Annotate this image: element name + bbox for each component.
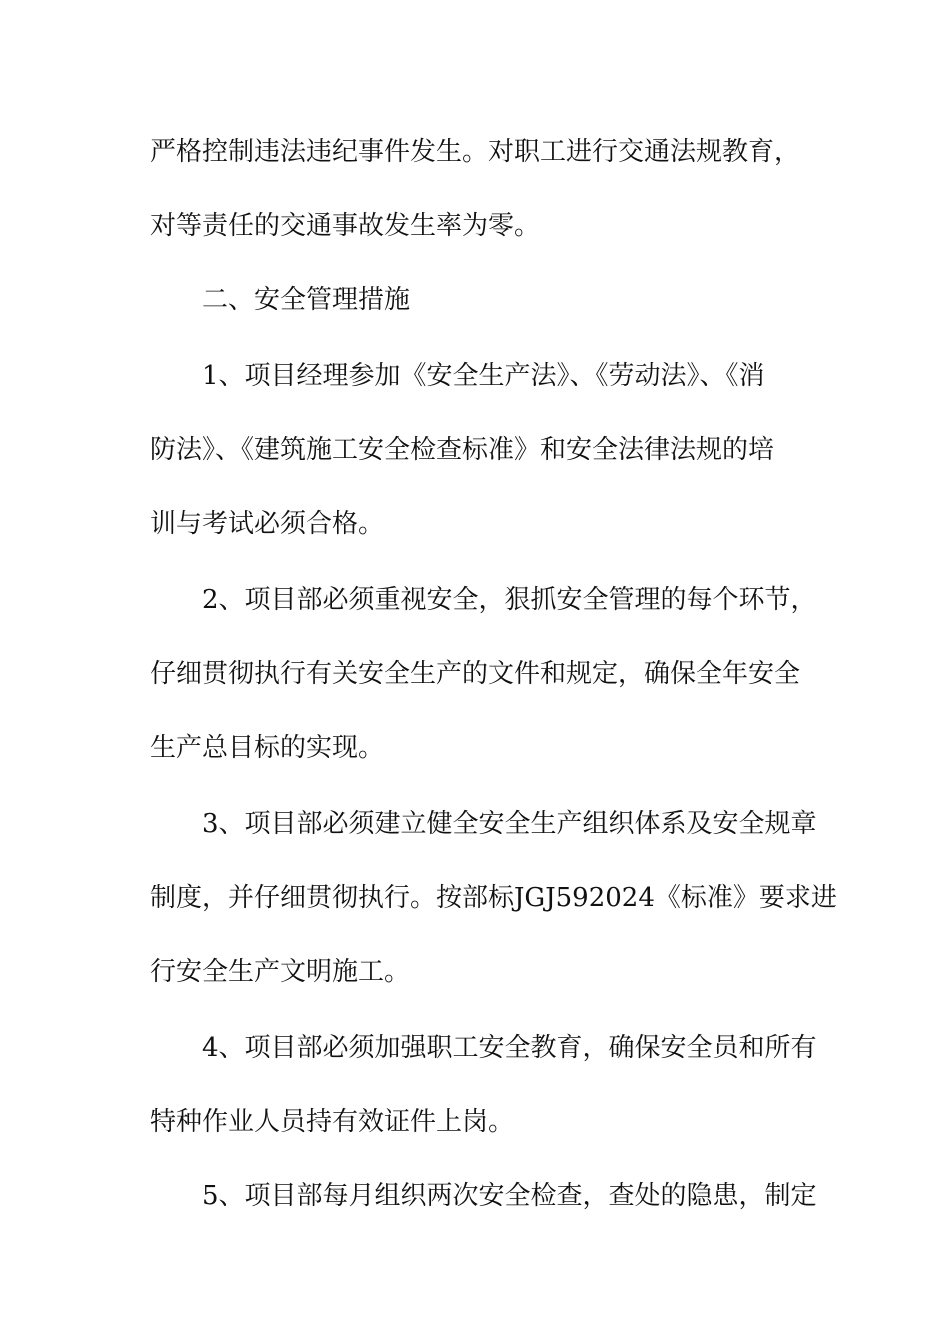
text-line-9: 生产总目标的实现。 <box>150 733 385 763</box>
text-line-11: 制度，并仔细贯彻执行。按部标JGJ592024《标准》要求进 <box>150 883 837 913</box>
text-line-10: 3、项目部必须建立健全安全生产组织体系及安全规章 <box>202 809 817 839</box>
text-line-2: 对等责任的交通事故发生率为零。 <box>150 211 541 241</box>
text-line-6: 训与考试必须合格。 <box>150 509 385 539</box>
text-line-1: 严格控制违法违纪事件发生。对职工进行交通法规教育， <box>150 137 801 167</box>
text-line-7: 2、项目部必须重视安全，狠抓安全管理的每个环节， <box>202 585 817 615</box>
section-heading: 二、安全管理措施 <box>202 285 411 315</box>
text-line-14: 特种作业人员持有效证件上岗。 <box>150 1107 515 1137</box>
text-line-12: 行安全生产文明施工。 <box>150 957 411 987</box>
text-line-4: 1、项目经理参加《安全生产法》、《劳动法》、《消 <box>202 361 765 391</box>
text-line-15: 5、项目部每月组织两次安全检查，查处的隐患，制定 <box>202 1181 817 1211</box>
text-line-5: 防法》、《建筑施工安全检查标准》和安全法律法规的培 <box>150 435 775 465</box>
text-line-8: 仔细贯彻执行有关安全生产的文件和规定，确保全年安全 <box>150 659 801 689</box>
text-line-13: 4、项目部必须加强职工安全教育，确保安全员和所有 <box>202 1033 817 1063</box>
